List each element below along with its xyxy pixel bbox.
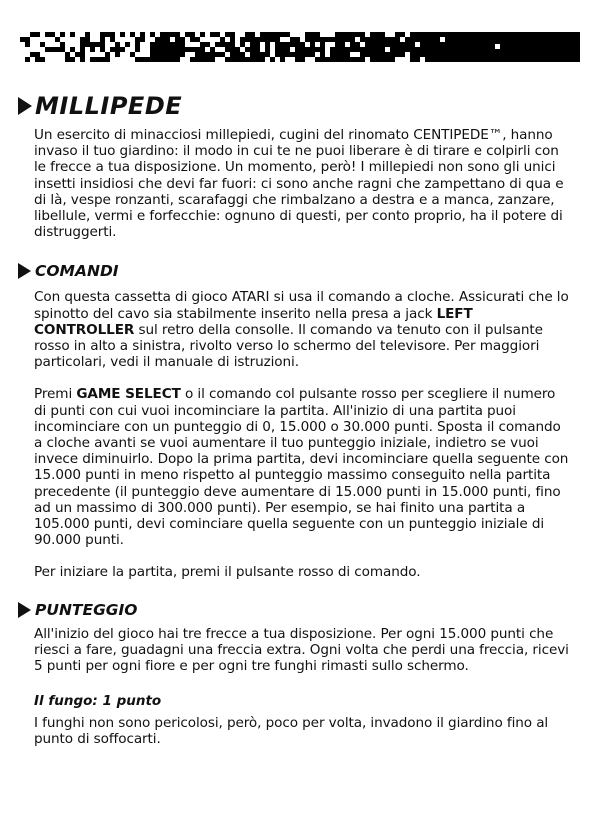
game-select-label: GAME SELECT [76,386,181,403]
fungo-paragraph: I funghi non sono pericolosi, però, poco per volta, invadono il giardino fino al punto di soffocarti. [34,715,549,748]
section-title-punteggio: PUNTEGGIO [35,600,138,619]
comandi-paragraph-3: Per iniziare la partita, premi il pulsante rosso di comando. [34,564,421,581]
page-title: MILLIPEDE [35,92,183,120]
fungo-subtitle: Il fungo: 1 punto [34,693,162,710]
header-pixel-banner [20,32,580,62]
comandi-paragraph-2 [34,386,570,548]
right-triangle-arrow-icon [18,602,31,618]
right-triangle-arrow-icon [18,97,32,115]
title-row [18,92,570,120]
section-header-punteggio [18,601,570,619]
comandi-p2-text-b: o il comando col pulsante rosso per scegliere il numero di punti con cui vuoi incominciare la partita. All'inizio di una partita puoi incominciare con un punteggio di 0, 15.000 o 30.000 punti. Sposta il comando a cloche avanti se vuoi aumentare il tuo punteggio iniziale, indietro se vuoi invece diminuirlo. Dopo la prima partita, devi incominciare quella seguente con 15.000 punti in meno rispetto al punteggio massimo conseguito nella partita precedente (il punteggio deve aumentare di 15.000 punti in 15.000 punti, fino ad un massimo di 300.000 punti). Per esempio, se hai finito una partita a 105.000 punti, devi cominciare quella seguente con un punteggio iniziale di 90.000 punti. [34,386,569,549]
punteggio-paragraph: All'inizio del gioco hai tre frecce a tua disposizione. Per ogni 15.000 punti che riesci a fare, guadagni una freccia extra. Ogni volta che perdi una freccia, ricevi 5 punti per ogni fiore e per ogni tre funghi rimasti sullo schermo. [34,625,569,675]
page-content [34,92,570,748]
section-header-comandi [18,262,570,280]
section-title-comandi: COMANDI [35,262,119,281]
comandi-p1-text-b: sul retro della consolle. Il comando va tenuto con il pulsante rosso in alto a sinistra, rivolto verso lo schermo del televisore. Per maggiori particolari, vedi il manuale di istruzioni. [34,321,543,371]
comandi-p1-text-a: Con questa cassetta di gioco ATARI si usa il comando a cloche. Assicurati che lo spinotto del cavo sia stabilmente inserito nella presa a jack [34,289,569,322]
right-triangle-arrow-icon [18,263,31,279]
left-controller-label: LEFT CONTROLLER [34,305,473,338]
comandi-paragraph-1 [34,289,570,370]
pixel-banner-graphic [20,32,580,62]
intro-paragraph: Un esercito di minacciosi millepiedi, cugini del rinomato CENTIPEDE™, hanno invaso il tuo giardino: il modo in cui te ne puoi liberare è di tirare e colpirli con le frecce a tua disposizione. Un momento, però! I millepiedi non sono gli unici insetti insidiosi che devi far fuori: ci sono anche ragni che zampettano di qua e di là, vespe ronzanti, scarafaggi che rimbalzano a destra e a manca, zanzare, libellule, vermi e forfecchie: ognuno di questi, per conto proprio, ha il potere di distruggerti. [34,127,564,241]
comandi-p2-text-a: Premi [34,386,77,403]
